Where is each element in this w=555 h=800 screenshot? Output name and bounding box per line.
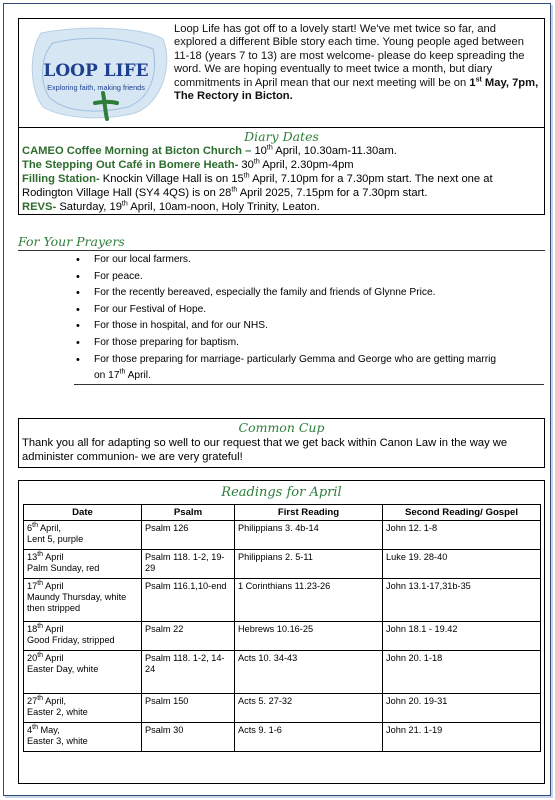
list-item: • For our local farmers.: [74, 252, 534, 269]
col-header-second-reading: Second Reading/ Gospel: [383, 505, 541, 521]
cup-text: Thank you all for adapting so well to our request that we get back within Canon Law in the way we administer communion- we are very grateful!: [22, 437, 508, 463]
diary-dates-section: [18, 128, 545, 215]
list-item: • For those preparing for marriage- particularly Gemma and George who are getting marrig on 17th April.: [74, 352, 534, 385]
diary-line: REVS- Saturday, 19th April, 10am-noon, Holy Trinity, Leaton.: [22, 200, 320, 213]
first-reading-cell: Philippians 3. 4b-14: [235, 521, 383, 550]
col-header-first-reading: First Reading: [235, 505, 383, 521]
first-reading-cell: Acts 5. 27-32: [235, 694, 383, 723]
readings-table: [23, 504, 541, 752]
date-cell: 17th April Maundy Thursday, white then stripped: [24, 579, 142, 622]
diary-line: Rodington Village Hall (SY4 4QS) is on 28th April 2025, 7.15pm for a 7.30pm start.: [22, 186, 428, 199]
list-item: • For our Festival of Hope.: [74, 302, 534, 319]
psalm-cell: Psalm 118. 1-2, 14-24: [142, 651, 235, 694]
table-header-row: [24, 505, 541, 521]
prayers-title: For Your Prayers: [18, 234, 545, 251]
list-item: • For those preparing for baptism.: [74, 335, 534, 352]
first-reading-cell: Acts 9. 1-6: [235, 723, 383, 752]
diary-title: Diary Dates: [244, 129, 319, 144]
psalm-cell: Psalm 116.1,10-end: [142, 579, 235, 622]
common-cup-section: [18, 418, 545, 468]
table-row: [24, 723, 541, 752]
date-cell: 18th April Good Friday, stripped: [24, 622, 142, 651]
readings-section: [18, 480, 545, 784]
newsletter-page: [3, 3, 551, 796]
loop-life-section: [18, 18, 545, 128]
list-item: • For the recently bereaved, especially the family and friends of Glynne Price.: [74, 285, 534, 302]
col-header-date: Date: [24, 505, 142, 521]
table-row: [24, 550, 541, 579]
intro-paragraph: Loop Life has got off to a lovely start! We've met twice so far, and explored a different Bible story each time. Young people aged between 11-18 (years 7 to 13) are most welcome- please do keep spreading the word. We are hoping eventually to meet twice a month, but diary commitments in April mean that our next meeting will be on: [174, 23, 525, 89]
col-header-psalm: Psalm: [142, 505, 235, 521]
psalm-cell: Psalm 126: [142, 521, 235, 550]
second-reading-cell: John 18.1 - 19.42: [383, 622, 541, 651]
second-reading-cell: Luke 19. 28-40: [383, 550, 541, 579]
date-cell: 4th May, Easter 3, white: [24, 723, 142, 752]
first-reading-cell: Acts 10. 34-43: [235, 651, 383, 694]
date-cell: 20th April Easter Day, white: [24, 651, 142, 694]
loop-life-logo: [23, 23, 173, 123]
logo-title: LOOP LIFE: [43, 61, 149, 81]
divider: [74, 384, 544, 385]
second-reading-cell: John 13.1-17,31b-35: [383, 579, 541, 622]
prayers-list: [74, 252, 534, 385]
diary-line: Filling Station- Knockin Village Hall is on 15th April, 7.10pm for a 7.30pm start. The next one at: [22, 172, 493, 185]
next-meeting: 1st May, 7pm, The Rectory in Bicton.: [174, 75, 539, 103]
psalm-cell: Psalm 22: [142, 622, 235, 651]
loop-life-text: [174, 23, 540, 103]
first-reading-cell: Hebrews 10.16-25: [235, 622, 383, 651]
second-reading-cell: John 12. 1-8: [383, 521, 541, 550]
first-reading-cell: Philippians 2. 5-11: [235, 550, 383, 579]
diary-line: The Stepping Out Café in Bomere Heath- 30th April, 2.30pm-4pm: [22, 158, 354, 171]
second-reading-cell: John 21. 1-19: [383, 723, 541, 752]
list-item: • For peace.: [74, 269, 534, 286]
cup-title: Common Cup: [238, 420, 325, 435]
table-row: [24, 579, 541, 622]
table-row: [24, 694, 541, 723]
second-reading-cell: John 20. 19-31: [383, 694, 541, 723]
psalm-cell: Psalm 150: [142, 694, 235, 723]
psalm-cell: Psalm 118. 1-2, 19-29: [142, 550, 235, 579]
psalm-cell: Psalm 30: [142, 723, 235, 752]
table-row: [24, 622, 541, 651]
first-reading-cell: 1 Corinthians 11.23-26: [235, 579, 383, 622]
diary-line: CAMEO Coffee Morning at Bicton Church – 10th April, 10.30am-11.30am.: [22, 144, 397, 157]
table-row: [24, 521, 541, 550]
list-item: • For those in hospital, and for our NHS.: [74, 318, 534, 335]
date-cell: 13th April Palm Sunday, red: [24, 550, 142, 579]
date-cell: 6th April, Lent 5, purple: [24, 521, 142, 550]
readings-title: Readings for April: [221, 485, 342, 500]
date-cell: 27th April, Easter 2, white: [24, 694, 142, 723]
second-reading-cell: John 20. 1-18: [383, 651, 541, 694]
table-row: [24, 651, 541, 694]
logo-tagline: Exploring faith, making friends: [47, 83, 145, 92]
